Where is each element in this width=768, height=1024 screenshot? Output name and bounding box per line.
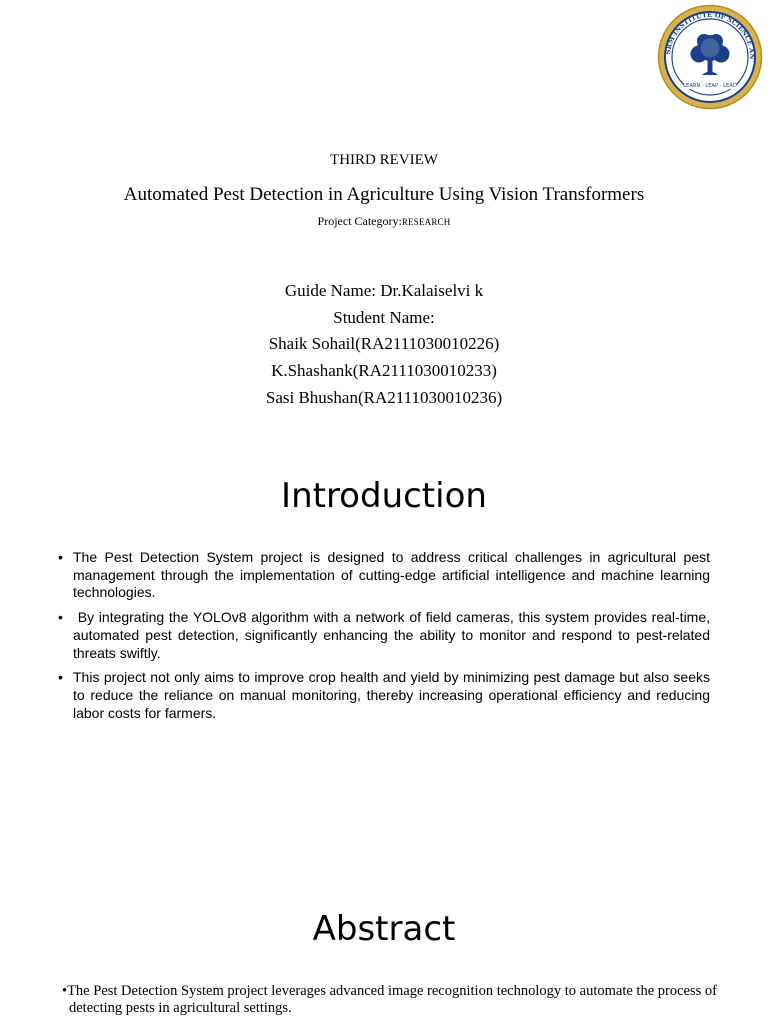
seal-emblem [657, 4, 763, 110]
guide-name: Guide Name: Dr.Kalaiselvi k [284, 281, 484, 300]
review-label: THIRD REVIEW [330, 152, 438, 168]
list-item-text: The Pest Detection System project is designed to address critical challenges in agricultural pest management through the implementation of cutting-edge artificial intelligence and machine learning technologies. [73, 549, 710, 601]
student-name: K.Shashank(RA2111030010233) [271, 361, 497, 381]
abstract-heading: Abstract [312, 909, 456, 949]
category-label: Project Category: [317, 214, 402, 228]
project-title: Automated Pest Detection in Agriculture Using Vision Transformers [123, 184, 645, 205]
abstract-text: The Pest Detection System project leverages advanced image recognition technology to automate the process of detecting pests in agricultural settings. [67, 983, 717, 1016]
student-name: Sasi Bhushan(RA2111030010236) [265, 387, 503, 407]
institution-logo [657, 4, 763, 110]
team-details [0, 278, 768, 412]
list-item [56, 669, 710, 722]
seal-ring-text: SRM INSTITUTE OF SCIENCE AN [664, 10, 757, 60]
bullet-icon: • [62, 983, 68, 999]
introduction-heading: Introduction [281, 476, 487, 516]
list-item [56, 609, 714, 662]
bullet-icon: • [58, 609, 63, 626]
abstract-paragraph [62, 983, 719, 1017]
bullet-icon: • [58, 669, 63, 686]
list-item-text: By integrating the YOLOv8 algorithm with a network of field cameras, this system provides real-time, automated pest detection, significantly enhancing the ability to monitor and respond to pest-related threats swiftly. [73, 609, 714, 661]
student-name: Shaik Sohail(RA2111030010226) [268, 334, 500, 354]
project-category [0, 214, 768, 229]
bullet-icon: • [58, 549, 63, 565]
category-value: RESEARCH [401, 217, 451, 227]
seal-motto: LEARN · LEAP · LEAD [683, 82, 737, 89]
list-item-text: This project not only aims to improve crop health and yield by minimizing pest damage but also seeks to reduce the reliance on manual monitoring, thereby increasing operational efficiency and reducing labor costs for farmers. [73, 669, 710, 721]
introduction-list [56, 549, 714, 729]
list-item [56, 549, 710, 602]
student-label: Student Name: [333, 307, 435, 327]
